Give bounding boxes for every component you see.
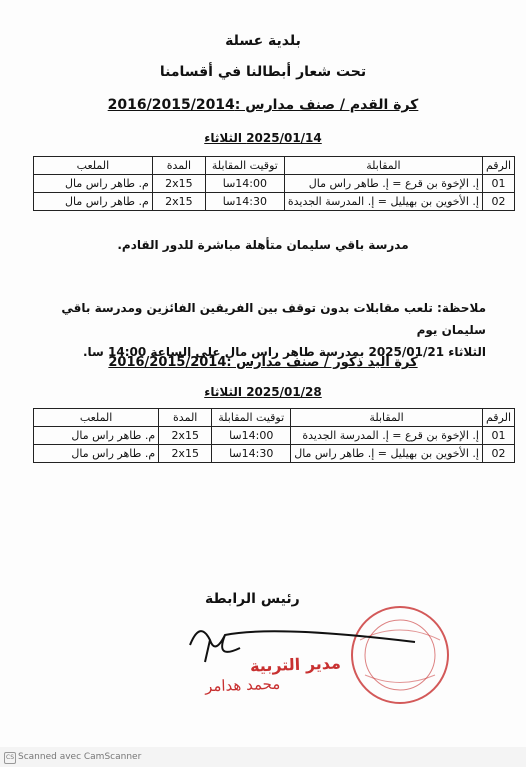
col-venue-header: الملعب xyxy=(34,409,159,427)
row-match: إ. الأخوين بن بهيليل = إ. طاهر راس مال xyxy=(291,445,483,463)
col-number-header: الرقم xyxy=(482,409,514,427)
table-row xyxy=(34,427,515,445)
col-match-header: المقابلة xyxy=(284,157,482,175)
row-venue: م. طاهر راس مال xyxy=(34,193,153,211)
municipality-title: بلدية عسلة xyxy=(225,33,301,49)
football-date: 2025/01/14 الثلاثاء xyxy=(204,131,322,145)
row-venue: م. طاهر راس مال xyxy=(34,445,159,463)
scanner-footer xyxy=(0,747,526,767)
signature-title: رئيس الرابطة xyxy=(205,591,300,607)
remark-paragraph xyxy=(36,297,486,363)
handball-date: 2025/01/28 الثلاثاء xyxy=(204,385,322,399)
handball-schedule-table xyxy=(33,408,515,463)
col-number-header: الرقم xyxy=(482,157,514,175)
row-time: 14:00سا xyxy=(205,175,284,193)
row-venue: م. طاهر راس مال xyxy=(34,175,153,193)
col-duration-header: المدة xyxy=(159,409,212,427)
row-number: 01 xyxy=(482,175,514,193)
table-header-row xyxy=(34,157,515,175)
row-number: 02 xyxy=(482,193,514,211)
col-match-header: المقابلة xyxy=(291,409,483,427)
row-time: 14:30سا xyxy=(205,193,284,211)
table-row xyxy=(34,445,515,463)
qualification-note: مدرسة باقي سليمان متأهلة مباشرة للدور القادم. xyxy=(117,238,409,252)
handball-section-title: كرة اليد ذكور / صنف مدارس :2016/2015/2014 xyxy=(108,355,418,370)
row-number: 01 xyxy=(482,427,514,445)
football-schedule-table xyxy=(33,156,515,211)
remark-line-1: ملاحظة: تلعب مقابلات بدون توقف بين الفريقين الفائزين ومدرسة باقي سليمان يوم xyxy=(61,301,486,337)
footer-text: Scanned avec CamScanner xyxy=(18,752,142,762)
col-venue-header: الملعب xyxy=(34,157,153,175)
table-row xyxy=(34,193,515,211)
row-duration: 2x15 xyxy=(159,445,212,463)
slogan: تحت شعار أبطالنا في أقسامنا xyxy=(159,64,367,80)
row-time: 14:00سا xyxy=(212,427,291,445)
row-duration: 2x15 xyxy=(152,193,205,211)
col-time-header: توقيت المقابلة xyxy=(212,409,291,427)
col-time-header: توقيت المقابلة xyxy=(205,157,284,175)
table-row xyxy=(34,175,515,193)
row-match: إ. الأخوين بن بهيليل = إ. المدرسة الجديدة xyxy=(284,193,482,211)
stamp-title: مدير التربية xyxy=(249,653,342,676)
football-section-title: كرة القدم / صنف مدارس :2016/2015/2014 xyxy=(107,97,419,113)
stamp-name: محمد هدامر xyxy=(204,674,281,696)
col-duration-header: المدة xyxy=(152,157,205,175)
remark-line-2: الثلاثاء 2025/01/21 بمدرسة طاهر راس مال على الساعة 14:00 سا. xyxy=(82,345,486,359)
row-duration: 2x15 xyxy=(159,427,212,445)
row-match: إ. الإخوة بن قرع = إ. المدرسة الجديدة xyxy=(291,427,483,445)
row-number: 02 xyxy=(482,445,514,463)
row-duration: 2x15 xyxy=(152,175,205,193)
table-header-row xyxy=(34,409,515,427)
row-venue: م. طاهر راس مال xyxy=(34,427,159,445)
row-time: 14:30سا xyxy=(212,445,291,463)
camscanner-logo-icon: CS xyxy=(4,752,16,764)
row-match: إ. الإخوة بن قرع = إ. طاهر راس مال xyxy=(284,175,482,193)
